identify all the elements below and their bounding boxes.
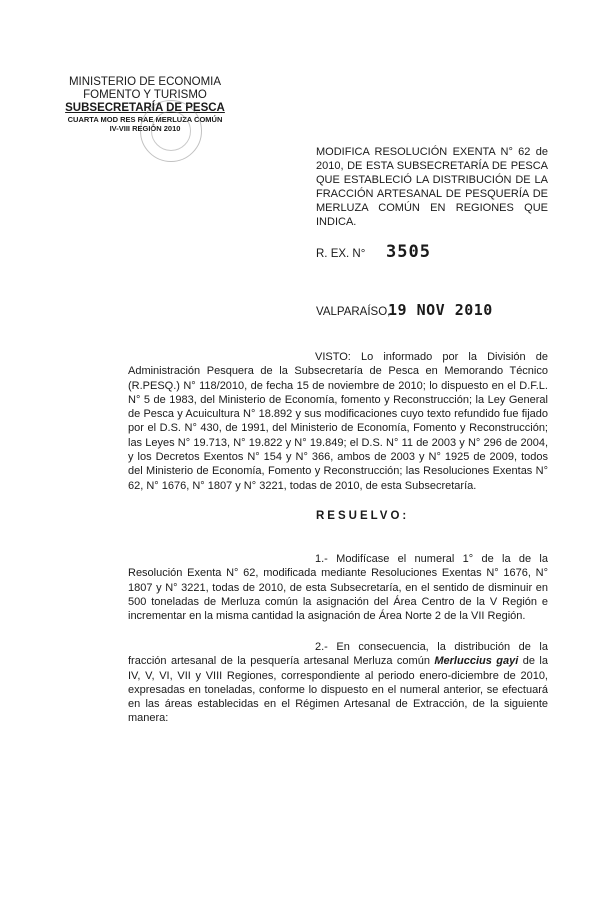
letterhead-region: IV-VIII REGIÓN 2010	[109, 124, 181, 133]
letterhead-ministry-sub: FOMENTO Y TURISMO	[83, 89, 207, 101]
date-place: VALPARAÍSO,	[316, 306, 391, 318]
resolution-number: 3505	[386, 242, 431, 262]
letterhead-subsecretaria: SUBSECRETARÍA DE PESCA	[65, 102, 225, 114]
species-name: Merluccius gayi	[434, 655, 519, 668]
resolution-subject: MODIFICA RESOLUCIÓN EXENTA N° 62 de 2010, DE ESTA SUBSECRETARÍA DE PESCA QUE ESTABLECIÓ LA DISTRIBUCIÓN DE LA FRACCIÓN ARTESANAL DE PESQUERÍA DE MERLUZA COMÚN EN REGIONES QUE INDICA.	[316, 146, 548, 228]
letterhead-ministry: MINISTERIO DE ECONOMIA	[68, 76, 222, 88]
visto-paragraph: VISTO: Lo informado por la División de Administración Pesquera de la Subsecretaría de Pesca en Memorando Técnico (R.PESQ.) N° 118/2010, de fecha 15 de noviembre de 2010; lo dispuesto en el D.F.L. N° 5 de 1983, del Ministerio de Economía, fomento y Reconstrucción; la Ley General de Pesca y Acuicultura N° 18.892 y sus modificaciones cuyo texto refundido fue fijado por el D.S. N° 430, de 1991, del Ministerio de Economía, Fomento y Reconstrucción; las Leyes N° 19.713, N° 19.822 y N° 19.849; el D.S. N° 11 de 2003 y N° 296 de 2004, y los Decretos Exentos N° 154 y N° 366, ambos de 2003 y N° 1925 de 2009, todos del Ministerio de Economía, Fomento y Reconstrucción; las Resoluciones Exentas N° 62, N° 1676, N° 1807 y N° 3221, todas de 2010, de esta Subsecretaría.	[128, 351, 548, 492]
resolution-label: R. EX. N°	[316, 248, 366, 260]
article-2-paragraph	[128, 640, 548, 726]
letterhead-reference: CUARTA MOD RES RAE MERLUZA COMÚN	[67, 115, 223, 124]
resuelvo-heading: RESUELVO:	[316, 510, 410, 522]
article-1-paragraph: 1.- Modifícase el numeral 1° de la de la Resolución Exenta N° 62, modificada mediante Resoluciones Exentas N° 1676, N° 1807 y N° 3221, todas de 2010, de esta Subsecretaría, en el sentido de disminuir en 500 toneladas de Merluza común la asignación del Área Centro de la V Región e incrementar en la misma cantidad la asignación de Área Norte 2 de la VII Región.	[128, 553, 548, 623]
article-2-text-after: de la IV, V, VI, VII y VIII Regiones, correspondiente al periodo enero-diciembre de 2010, expresadas en toneladas, conforme lo dispuesto en el numeral anterior, se efectuará en las áreas establecidas en el Régimen Artesanal de Extracción, de la siguiente manera:	[128, 655, 548, 725]
article-2-text-before: 2.- En consecuencia, la distribución de la fracción artesanal de la pesquería artesanal Merluza común	[128, 641, 548, 668]
official-seal	[140, 100, 202, 162]
date-stamp: 19 NOV 2010	[388, 301, 493, 319]
